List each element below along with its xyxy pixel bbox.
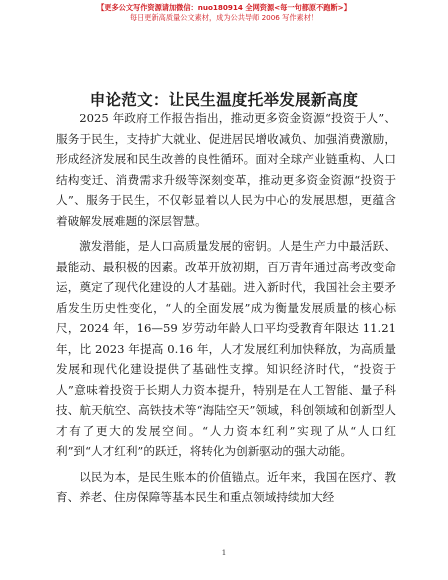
page-number: 1 bbox=[221, 548, 227, 557]
document-title: 申论范文：让民生温度托举发展新高度 bbox=[89, 91, 359, 109]
paragraph-1: 2025 年政府工作报告指出，推动更多资金资源“投资于人”、服务于民生，支持扩大就业、促进居民增收减负、加强消费激励，形成经济发展和民生改善的良性循环。面对全球产业链重构、人口结构变迁、消费需求升级等深刻变革，推动更多资金资源“投资于人”、服务于民生，不仅彰显着以人民为中心的发展思想，更蕴含着破解发展难题的深层智慧。 bbox=[56, 111, 396, 228]
paragraph-3: 以民为本，是民生账本的价值锚点。近年来，我国在医疗、教育、养老、住房保障等基本民生和重点领域持续加大经 bbox=[56, 469, 396, 504]
promo-banner bbox=[0, 0, 448, 23]
promo-banner-line-2: 每日更新高质量公文素材，成为公共导师 2006 写作素材！ bbox=[129, 13, 319, 22]
paragraph-2: 激发潜能，是人口高质量发展的密钥。人是生产力中最活跃、最能动、最积极的因素。改革开放初期，百万青年通过高考改变命运，奠定了现代化建设的人才基础。进入新时代，我国社会主要矛盾发生历史性变化，“人的全面发展”成为衡量发展质量的核心标尺，2024 年，16—59 岁劳动年龄人口平均受教育年限达 11.21 年，比 2023 年提高 0.16 年，人才发展红利加快释放，为高质量发展和现代化建设提供了基础性支撑。知识经济时代，“投资于人”意味着投资于长期人力资本提升，特别是在人工智能、量子科技、航天航空、高铁技术等“海陆空天”领域，科创领域和创新型人才有了更大的发展空间。“人力资本红利”实现了从“人口红利”到“人才红利”的跃迁，将转化为创新驱动的强大动能。 bbox=[56, 239, 396, 458]
promo-banner-line-1: 【更多公文写作资源请加微信：nuo180914 全网资源<每一句都原不跑断>】 bbox=[97, 3, 351, 12]
document-body bbox=[56, 108, 396, 513]
